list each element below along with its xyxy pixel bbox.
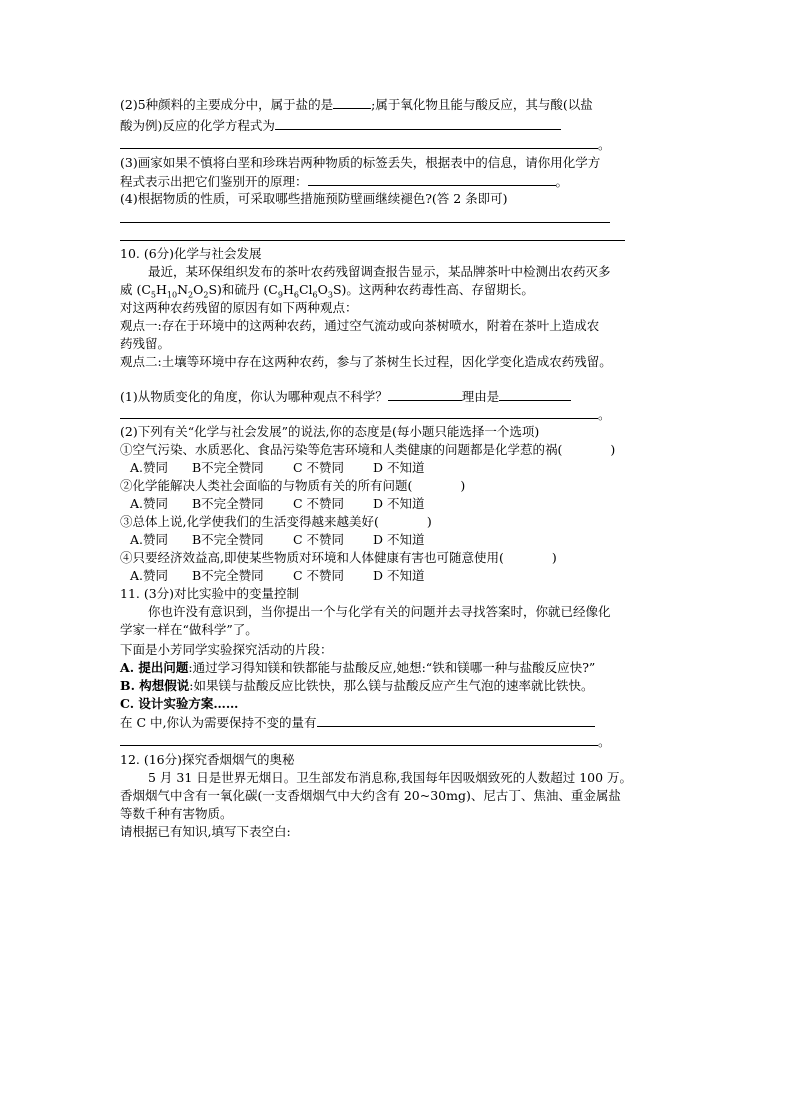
step-a-label: A. 提出问题 <box>120 660 189 675</box>
q10-view2 <box>120 354 612 370</box>
q10-intro-text-3: 对这两种农药残留的原因有如下两种观点： <box>120 300 358 315</box>
formula-subscript: 10 <box>166 290 178 300</box>
q9-part2-text-c: 酸为例)反应的化学方程式为 <box>120 118 275 133</box>
item-text: ③总体上说,化学使我们的生活变得越来越美好( <box>120 514 379 529</box>
q12-intro-text-2: 香烟烟气中含有一氧化碳(一支香烟烟气中大约含有 20~30mg)、尼古丁、焦油、重金属盐 <box>120 788 621 803</box>
option-d[interactable]: D 不知道 <box>373 460 425 475</box>
q11-title <box>120 586 299 602</box>
option-c[interactable]: C 不赞同 <box>293 460 345 475</box>
answer-blank[interactable] <box>388 388 462 401</box>
item-text: ②化学能解决人类社会面临的与物质有关的所有问题( <box>120 478 413 493</box>
q9-part2-line3 <box>120 136 611 153</box>
q11-step-b <box>120 678 594 694</box>
q10-title-text: 10. (6分)化学与社会发展 <box>120 246 262 261</box>
q12-intro-line1 <box>148 770 632 786</box>
q12-intro-text-1: 5 月 31 日是世界无烟日。卫生部发布消息称,我国每年因吸烟致死的人数超过 100 万。 <box>148 770 633 785</box>
q11-intro-text-2: 学家一样在“做科学”了。 <box>120 622 258 637</box>
q9-part3-line2 <box>120 173 568 190</box>
item-text: ①空气污染、水质恶化、食品污染等危害环境和人类健康的问题都是化学惹的祸( <box>120 442 563 457</box>
q10-view2-text: 观点二:土壤等环境中存在这两种农药，参与了茶树生长过程，因化学变化造成农药残留。 <box>120 354 612 369</box>
formula-subscript: 2 <box>188 290 194 300</box>
q11-question-text: 在 C 中,你认为需要保持不变的量有 <box>120 715 317 730</box>
q10-part1-text-a: (1)从物质变化的角度，你认为哪种观点不科学？ <box>120 389 388 404</box>
close-paren: ) <box>460 478 466 493</box>
q10-title <box>120 246 262 262</box>
item-text: ④只要经济效益高,即使某些物质对环境和人体健康有害也可随意使用( <box>120 550 504 565</box>
answer-blank[interactable] <box>308 173 556 186</box>
q9-part3-line1 <box>120 155 600 171</box>
step-c-label: C. 设计实验方案…… <box>120 696 239 711</box>
q11-intro-line1 <box>148 604 611 620</box>
q11-intro-text-1: 你也许没有意识到，当你提出一个与化学有关的问题并去寻找答案时，你就已经像化 <box>148 604 611 619</box>
answer-line[interactable] <box>120 222 610 223</box>
q10-item-4 <box>120 550 557 566</box>
q11-step-c <box>120 696 238 712</box>
period: 。 <box>598 734 611 749</box>
q10-item-3-options <box>130 532 425 548</box>
q10-item-2-options <box>130 496 425 512</box>
option-d[interactable]: D 不知道 <box>373 496 425 511</box>
q10-item-2 <box>120 478 465 494</box>
q11-intro-text-3: 下面是小芳同学实验探究活动的片段： <box>120 642 333 657</box>
close-paren: ) <box>610 442 616 457</box>
q12-title <box>120 752 295 768</box>
q10-item-1-options <box>130 460 425 476</box>
option-c[interactable]: C 不赞同 <box>293 568 345 583</box>
close-paren: ) <box>426 514 432 529</box>
q9-part4 <box>120 191 508 207</box>
q9-part3-text-b: 程式表示出把它们鉴别开的原理： <box>120 174 308 189</box>
answer-blank[interactable] <box>120 136 598 149</box>
formula-subscript: 9 <box>277 290 283 300</box>
q11-question-line1 <box>120 714 595 731</box>
answer-blank[interactable] <box>333 96 371 109</box>
option-a[interactable]: A.赞同 <box>130 460 169 475</box>
q10-part2 <box>120 424 539 440</box>
step-a-text: :通过学习得知镁和铁都能与盐酸反应,她想:“铁和镁哪一种与盐酸反应快?” <box>188 660 596 675</box>
q10-view1-text-b: 药残留。 <box>120 336 171 351</box>
formula-part: 威 (C <box>120 282 151 297</box>
option-b[interactable]: B不完全赞同 <box>192 532 264 547</box>
q12-title-text: 12. (16分)探究香烟烟气的奥秘 <box>120 752 295 767</box>
formula-subscript: 6 <box>293 290 299 300</box>
option-b[interactable]: B不完全赞同 <box>192 496 264 511</box>
answer-blank[interactable] <box>317 714 595 727</box>
answer-blank[interactable] <box>120 406 598 419</box>
q9-part2-line2 <box>120 117 561 134</box>
answer-blank[interactable] <box>499 388 571 401</box>
q9-part2-text-a: (2)5种颜料的主要成分中，属于盐的是 <box>120 97 334 112</box>
option-d[interactable]: D 不知道 <box>373 568 425 583</box>
formula-part: S)和硫丹 (C <box>208 282 278 297</box>
close-paren: ) <box>551 550 557 565</box>
formula-part: N <box>177 282 189 297</box>
q10-view1-line2 <box>120 336 170 352</box>
option-b[interactable]: B不完全赞同 <box>192 568 264 583</box>
formula-part: H <box>282 282 294 297</box>
option-a[interactable]: A.赞同 <box>130 568 169 583</box>
q12-intro-line2 <box>120 788 621 804</box>
q10-part2-text: (2)下列有关“化学与社会发展”的说法,你的态度是(每小题只能选择一个选项) <box>120 424 540 439</box>
q10-intro-text-1: 最近，某环保组织发布的茶叶农药残留调查报告显示，某品牌茶叶中检测出农药灭多 <box>148 264 611 279</box>
q10-part1-line2 <box>120 406 611 423</box>
q10-view1-text-a: 观点一:存在于环境中的这两种农药，通过空气流动或向茶树喷水，附着在茶叶上造成农 <box>120 318 600 333</box>
period: 。 <box>598 407 611 422</box>
q10-item-4-options <box>130 568 425 584</box>
q11-title-text: 11. (3分)对比实验中的变量控制 <box>120 586 300 601</box>
option-a[interactable]: A.赞同 <box>130 532 169 547</box>
formula-subscript: 6 <box>312 290 318 300</box>
step-b-text: :如果镁与盐酸反应比铁快，那么镁与盐酸反应产生气泡的速率就比铁快。 <box>189 678 594 693</box>
q11-intro-line2 <box>120 622 258 638</box>
formula-subscript: 3 <box>327 290 333 300</box>
q11-intro-line3 <box>120 642 333 658</box>
q10-intro-line1 <box>148 264 611 280</box>
period: 。 <box>598 137 611 152</box>
q11-question-line2 <box>120 733 611 750</box>
answer-blank[interactable] <box>275 117 561 130</box>
formula-part: H <box>156 282 167 297</box>
q12-intro-text-3: 等数千种有害物质。 <box>120 806 233 821</box>
q9-part3-text-a: (3)画家如果不慎将白垩和珍珠岩两种物质的标签丢失，根据表中的信息，请你用化学方 <box>120 155 601 170</box>
answer-blank[interactable] <box>120 733 598 746</box>
formula-subscript: 5 <box>150 290 157 300</box>
q10-part1-text-b: 理由是 <box>461 389 500 404</box>
q12-intro-line4 <box>120 824 291 840</box>
option-c[interactable]: C 不赞同 <box>293 532 345 547</box>
q9-part2-text-b: ;属于氧化物且能与酸反应，其与酸(以盐 <box>371 97 593 112</box>
formula-part: O <box>317 282 328 297</box>
q12-intro-text-4: 请根据已有知识,填写下表空白: <box>120 824 291 839</box>
q10-intro-line3 <box>120 300 358 316</box>
q10-part1-line1 <box>120 388 571 405</box>
q9-part4-text: (4)根据物质的性质，可采取哪些措施预防壁画继续褪色?(答 2 条即可) <box>120 191 508 206</box>
formula-part: Cl <box>298 282 313 297</box>
q10-view1-line1 <box>120 318 599 334</box>
formula-part: S)。这两种农药毒性高、存留期长。 <box>332 282 534 297</box>
q9-part2-line1 <box>120 96 593 113</box>
formula-part: O <box>193 282 204 297</box>
period: 。 <box>555 174 569 189</box>
option-c[interactable]: C 不赞同 <box>293 496 345 511</box>
step-b-label: B. 构想假说 <box>120 678 190 693</box>
answer-line[interactable] <box>120 240 625 241</box>
option-b[interactable]: B不完全赞同 <box>192 460 264 475</box>
q10-item-1 <box>120 442 615 458</box>
option-d[interactable]: D 不知道 <box>373 532 425 547</box>
q11-step-a <box>120 660 595 676</box>
option-a[interactable]: A.赞同 <box>130 496 169 511</box>
q12-intro-line3 <box>120 806 233 822</box>
q10-item-3 <box>120 514 432 530</box>
formula-subscript: 2 <box>203 290 209 300</box>
